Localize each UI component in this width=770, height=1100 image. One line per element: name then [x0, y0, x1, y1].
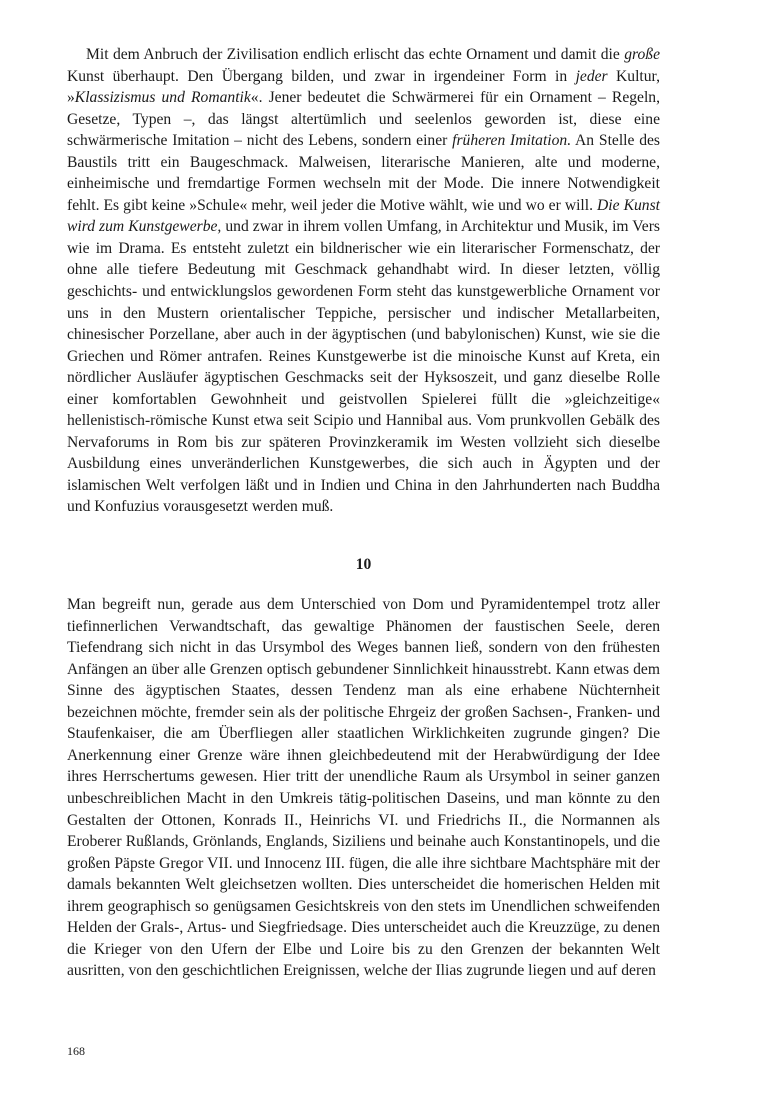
emphasis: große	[624, 46, 660, 63]
text-run: Kunst überhaupt. Den Übergang bilden, und zwar in irgendeiner Form in	[67, 67, 576, 85]
emphasis: Klassizismus und Romantik	[74, 89, 251, 107]
emphasis: Die Kunst wird zum Kunstgewerbe,	[67, 196, 660, 236]
emphasis: jeder	[575, 67, 608, 85]
text-run: und zwar in ihrem vollen Umfang, in Architektur und Musik, im Vers wie im Drama. Es entsteht zuletzt ein bildnerischer wie ein literarischer Formenschatz, der ohne alle tiefere Bedeutung mit Geschmack gehandhabt wird. In dieser letzten, völlig geschichts- und entwicklungslos gewordenen Form steht das kunstgewerbliche Ornament vor uns in den Mustern orientalischer Teppiche, persischer und indischer Metallarbeiten, chinesischer Porzellane, aber auch in der ägyptischen (und babylonischen) Kunst, wie sie die Griechen und Römer antrafen. Reines Kunstgewerbe ist die minoische Kunst auf Kreta, ein nördlicher Ausläufer ägyptischen Geschmacks seit der Hyksoszeit, und ganz dieselbe Rolle einer komfortablen Gewohnheit und geistvollen Spielerei füllt die »gleichzeitige« hellenistisch-römische Kunst etwa seit Scipio und Hannibal aus. Vom prunkvollen Gebälk des Nervaforums in Rom bis zur späteren Provinzkeramik im Westen vollzieht sich dieselbe Ausbildung eines unveränderlichen Kunstgewerbes, die sich auch in Ägypten und der islamischen Welt verfolgen läßt und in Indien und China in den Jahrhunderten nach Buddha und Konfuzius vorausgesetzt werden muß.	[67, 218, 660, 516]
paragraph-2: Man begreift nun, gerade aus dem Unterschied von Dom und Pyramidentempel trotz aller tiefinnerlichen Verwandtschaft, das gewaltige Phänomen der faustischen Seele, deren Tiefendrang sich nicht in das Ursymbol des Weges bannen ließ, sondern von den frühesten Anfängen an über alle Grenzen optisch gebundener Sinnlichkeit hinausstrebt. Kann etwas dem Sinne des ägyptischen Staates, dessen Tendenz man als eine erhabene Nüchternheit bezeichnen möchte, fremder sein als der politische Ehrgeiz der großen Sachsen-, Franken- und Staufenkaiser, die am Überfliegen aller staatlichen Wirklichkeiten zugrunde gingen? Die Anerkennung einer Grenze wäre ihnen gleichbedeutend mit der Herabwürdigung der Idee ihres Herrschertums gewesen. Hier tritt der unendliche Raum als Ursymbol in seiner ganzen unbeschreiblichen Macht in den Umkreis tätig-politischen Daseins, und man könnte zu den Gestalten der Ottonen, Konrads II., Heinrichs VI. und Friedrichs II., die Normannen als Eroberer Rußlands, Grönlands, Englands, Siziliens und beinahe auch Konstantinopels, und die großen Päpste Gregor VII. und Innocenz III. fügen, die alle ihre sichtbare Machtsphäre mit der damals bekannten Welt gleichsetzen wollten. Dies unterscheidet die homerischen Helden mit ihrem geographisch so genügsamen Gesichtskreis von den stets im Unendlichen schweifenden Helden der Grals-, Artus- und Siegfriedsage. Dies unterscheidet auch die Kreuzzüge, zu denen die Krieger von den Ufern der Elbe und Loire bis zu den Grenzen der bekannten Welt ausritten, von den geschichtlichen Ereignissen, welche der Ilias zugrunde liegen und auf deren	[67, 596, 660, 980]
text-run: An Stelle des Baustils tritt ein Baugeschmack. Malweisen, literarische Manieren, alte und moderne, einheimische und fremdartige Formen wechseln mit der Mode. Die innere Notwendigkeit fehlt. Es gibt keine »Schule« mehr, weil jeder die Motive wählt, wie und wo er will.	[67, 132, 660, 214]
page-number: 168	[67, 1044, 85, 1058]
paragraph-1	[67, 44, 660, 518]
text-run: «. Jener bedeutet die Schwärmerei für ein Ornament – Regeln, Gesetze, Typen –, das längst altertümlich und seelenlos geworden ist, diese eine schwärmerische Imitation – nicht des Lebens, sondern einer	[67, 89, 661, 150]
text-run: Kultur, »	[67, 67, 661, 107]
emphasis: früheren Imitation.	[452, 132, 572, 150]
page-body	[67, 44, 660, 982]
text-run: Mit dem Anbruch der Zivilisation endlich erlischt das echte Ornament und damit die	[86, 46, 625, 63]
section-number: 10	[355, 556, 372, 574]
